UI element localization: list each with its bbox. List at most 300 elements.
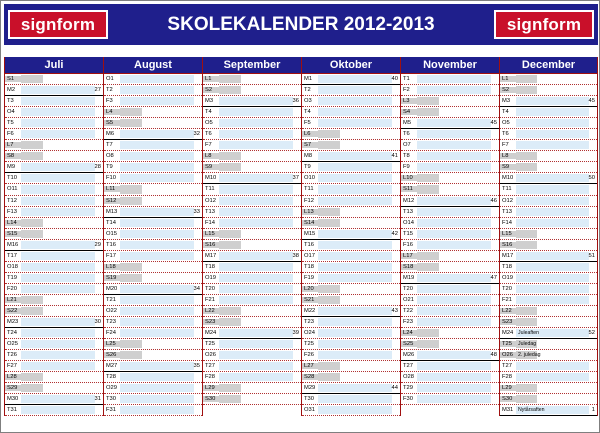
day-row[interactable] (104, 262, 202, 273)
day-fill (516, 86, 537, 94)
day-row[interactable] (5, 184, 103, 195)
day-row[interactable] (401, 295, 499, 306)
day-row[interactable] (500, 207, 597, 218)
day-row[interactable] (302, 74, 400, 85)
day-fill (219, 163, 241, 171)
day-row[interactable] (500, 129, 597, 140)
day-row[interactable] (104, 383, 202, 394)
day-row[interactable] (203, 151, 301, 162)
day-row[interactable] (104, 96, 202, 107)
day-list (203, 74, 301, 405)
day-row[interactable] (5, 240, 103, 251)
day-row[interactable] (500, 184, 597, 195)
day-row[interactable] (302, 173, 400, 184)
day-fill (219, 152, 241, 160)
day-row[interactable] (500, 350, 597, 361)
day-label: F23 (403, 319, 413, 326)
day-row[interactable] (203, 218, 301, 229)
day-label: T4 (502, 109, 509, 116)
day-label: S23 (203, 319, 219, 325)
week-number: 37 (292, 175, 299, 182)
day-row[interactable] (203, 372, 301, 383)
day-fill (120, 329, 194, 337)
day-label: M22 (304, 308, 316, 314)
day-row[interactable] (302, 372, 400, 383)
day-row[interactable] (104, 229, 202, 240)
day-row[interactable] (104, 361, 202, 372)
day-row[interactable] (401, 394, 499, 405)
day-label: M1 (304, 76, 313, 83)
day-row[interactable] (500, 328, 597, 339)
day-fill (21, 307, 43, 315)
day-row[interactable] (203, 273, 301, 284)
day-row[interactable] (401, 218, 499, 229)
day-label: F3 (106, 98, 113, 105)
day-fill (318, 406, 392, 414)
day-fill (318, 285, 340, 293)
day-row[interactable] (104, 184, 202, 195)
day-label: L8 (500, 153, 516, 159)
day-row[interactable] (401, 317, 499, 328)
week-number: 52 (588, 330, 595, 337)
day-row[interactable] (5, 339, 103, 350)
day-row[interactable] (5, 218, 103, 229)
day-fill (417, 263, 439, 271)
day-label: L14 (5, 220, 21, 226)
day-row[interactable] (500, 118, 597, 129)
week-number: 28 (94, 164, 101, 171)
day-row[interactable] (302, 383, 400, 394)
day-fill (21, 362, 95, 370)
day-fill (318, 395, 392, 403)
day-row[interactable] (5, 350, 103, 361)
day-row[interactable] (203, 196, 301, 207)
day-fill (516, 97, 589, 105)
day-row[interactable] (104, 173, 202, 184)
day-row[interactable] (5, 295, 103, 306)
day-row[interactable] (500, 140, 597, 151)
day-fill (120, 318, 194, 326)
holiday-note: Nytårsaften (518, 407, 545, 414)
day-row[interactable] (104, 118, 202, 129)
day-row[interactable] (104, 405, 202, 416)
day-row[interactable] (302, 361, 400, 372)
day-row[interactable] (5, 372, 103, 383)
day-row[interactable] (500, 273, 597, 284)
day-row[interactable] (500, 173, 597, 184)
day-label: L4 (104, 109, 120, 115)
week-number: 29 (94, 241, 101, 248)
day-row[interactable] (401, 328, 499, 339)
day-label: F14 (502, 219, 512, 226)
day-row[interactable] (302, 328, 400, 339)
day-fill (120, 108, 142, 116)
day-label: T14 (106, 219, 116, 226)
day-row[interactable] (104, 240, 202, 251)
day-label: T9 (106, 164, 113, 171)
day-row[interactable] (104, 372, 202, 383)
day-fill (417, 285, 491, 293)
day-fill (21, 163, 95, 171)
day-row[interactable] (401, 118, 499, 129)
day-fill (318, 351, 392, 359)
day-row[interactable] (203, 229, 301, 240)
day-label: T18 (205, 263, 215, 270)
day-row[interactable] (401, 140, 499, 151)
day-row[interactable] (5, 173, 103, 184)
month-heading: December (500, 57, 597, 74)
day-row[interactable] (401, 107, 499, 118)
day-label: T2 (304, 87, 311, 94)
day-row[interactable] (401, 350, 499, 361)
day-label: L18 (104, 264, 120, 270)
day-row[interactable] (302, 151, 400, 162)
day-label: T19 (7, 274, 17, 281)
day-label: S15 (5, 231, 21, 237)
day-row[interactable] (302, 405, 400, 416)
day-label: T7 (106, 142, 113, 149)
day-row[interactable] (5, 284, 103, 295)
day-row[interactable] (302, 284, 400, 295)
day-row[interactable] (5, 129, 103, 140)
day-fill (219, 219, 293, 227)
day-row[interactable] (302, 162, 400, 173)
day-label: T9 (304, 164, 311, 171)
day-row[interactable] (104, 328, 202, 339)
day-row[interactable] (302, 240, 400, 251)
day-label: M27 (106, 363, 118, 370)
day-row[interactable] (401, 196, 499, 207)
day-row[interactable] (302, 85, 400, 96)
day-row[interactable] (302, 118, 400, 129)
day-row[interactable] (104, 129, 202, 140)
day-row[interactable] (5, 96, 103, 107)
day-row[interactable] (500, 240, 597, 251)
day-label: O25 (7, 341, 18, 348)
day-row[interactable] (203, 317, 301, 328)
day-row[interactable] (500, 96, 597, 107)
day-row[interactable] (500, 284, 597, 295)
day-row[interactable] (401, 129, 499, 140)
day-label: L29 (203, 385, 219, 391)
day-fill (21, 208, 95, 216)
day-fill (120, 174, 194, 182)
day-row[interactable] (104, 251, 202, 262)
day-row[interactable] (5, 262, 103, 273)
day-fill (120, 285, 194, 293)
day-row[interactable] (500, 196, 597, 207)
day-row[interactable] (401, 273, 499, 284)
day-row[interactable] (203, 295, 301, 306)
day-label: M12 (403, 197, 415, 204)
day-row[interactable] (302, 129, 400, 140)
day-row[interactable] (104, 74, 202, 85)
day-fill (120, 141, 194, 149)
day-row[interactable] (5, 405, 103, 416)
day-row[interactable] (5, 85, 103, 96)
day-row[interactable] (203, 240, 301, 251)
day-fill (21, 141, 43, 149)
day-row[interactable] (104, 196, 202, 207)
day-label: T10 (7, 175, 17, 182)
day-list (104, 74, 202, 416)
day-row[interactable] (104, 339, 202, 350)
day-label: O19 (502, 274, 513, 281)
day-row[interactable] (500, 229, 597, 240)
day-row[interactable] (302, 184, 400, 195)
day-row[interactable] (5, 361, 103, 372)
day-row[interactable] (401, 184, 499, 195)
day-fill (516, 395, 537, 403)
day-fill (318, 384, 392, 392)
day-row[interactable] (5, 107, 103, 118)
month-column-juli (4, 57, 103, 416)
day-row[interactable] (401, 151, 499, 162)
day-row[interactable] (500, 306, 597, 317)
day-row[interactable] (5, 140, 103, 151)
day-row[interactable] (5, 162, 103, 173)
day-fill (219, 318, 241, 326)
day-row[interactable] (302, 218, 400, 229)
day-row[interactable] (5, 74, 103, 85)
day-row[interactable] (401, 284, 499, 295)
day-row[interactable] (203, 339, 301, 350)
day-row[interactable] (104, 394, 202, 405)
day-row[interactable] (104, 350, 202, 361)
day-row[interactable] (203, 184, 301, 195)
day-label: L22 (500, 308, 516, 314)
day-fill (21, 75, 43, 83)
day-label: F10 (106, 175, 116, 182)
day-row[interactable] (203, 361, 301, 372)
day-row[interactable] (401, 229, 499, 240)
week-number: 47 (490, 274, 497, 281)
day-row[interactable] (500, 383, 597, 394)
day-row[interactable] (203, 96, 301, 107)
day-row[interactable] (500, 162, 597, 173)
day-label: L25 (104, 341, 120, 347)
day-row[interactable] (500, 107, 597, 118)
day-row[interactable] (5, 196, 103, 207)
day-fill (219, 241, 241, 249)
day-row[interactable] (5, 328, 103, 339)
day-fill (120, 97, 194, 105)
day-row[interactable] (500, 394, 597, 405)
day-label: L17 (401, 253, 417, 259)
day-row[interactable] (203, 74, 301, 85)
day-label: M19 (403, 274, 415, 281)
day-row[interactable] (302, 262, 400, 273)
day-fill (516, 141, 589, 149)
day-label: F12 (304, 197, 314, 204)
day-label: F2 (403, 87, 410, 94)
day-row[interactable] (203, 262, 301, 273)
week-number: 30 (94, 319, 101, 326)
day-label: M2 (7, 87, 16, 94)
day-label: F21 (502, 296, 512, 303)
day-label: O15 (106, 230, 117, 237)
day-label: T13 (403, 208, 413, 215)
day-fill (120, 252, 194, 260)
day-row[interactable] (500, 361, 597, 372)
day-row[interactable] (401, 262, 499, 273)
day-row[interactable] (104, 85, 202, 96)
day-row[interactable] (302, 96, 400, 107)
day-row[interactable] (104, 140, 202, 151)
day-label: F30 (403, 396, 413, 403)
day-row[interactable] (104, 306, 202, 317)
day-fill (417, 252, 439, 260)
day-label: F16 (403, 241, 413, 248)
day-row[interactable] (203, 383, 301, 394)
day-row[interactable] (401, 306, 499, 317)
day-row[interactable] (302, 339, 400, 350)
day-row[interactable] (302, 196, 400, 207)
day-row[interactable] (203, 162, 301, 173)
day-label: L7 (5, 142, 21, 148)
day-row[interactable] (500, 151, 597, 162)
week-number: 41 (391, 153, 398, 160)
day-row[interactable] (302, 273, 400, 284)
day-row[interactable] (104, 284, 202, 295)
day-row[interactable] (203, 350, 301, 361)
day-fill (21, 285, 95, 293)
day-row[interactable] (302, 394, 400, 405)
day-row[interactable] (302, 140, 400, 151)
day-label: T27 (502, 363, 512, 370)
day-row[interactable] (5, 306, 103, 317)
day-row[interactable] (104, 162, 202, 173)
day-row[interactable] (500, 251, 597, 262)
day-label: O5 (205, 120, 213, 127)
day-row[interactable] (500, 218, 597, 229)
day-row[interactable] (5, 383, 103, 394)
day-row[interactable] (401, 85, 499, 96)
day-row[interactable] (5, 151, 103, 162)
day-label: S12 (104, 198, 120, 204)
day-label: O17 (304, 252, 315, 259)
day-row[interactable] (203, 173, 301, 184)
day-row[interactable] (203, 284, 301, 295)
day-row[interactable] (500, 262, 597, 273)
day-row[interactable] (500, 295, 597, 306)
day-row[interactable] (302, 350, 400, 361)
day-row[interactable] (5, 229, 103, 240)
day-row[interactable] (500, 339, 597, 350)
day-label: T20 (205, 285, 215, 292)
day-row[interactable] (203, 328, 301, 339)
day-row[interactable] (104, 273, 202, 284)
day-label: F6 (7, 131, 14, 138)
day-fill (318, 130, 340, 138)
day-row[interactable] (401, 339, 499, 350)
day-label: F14 (205, 219, 215, 226)
day-row[interactable] (401, 383, 499, 394)
day-label: O5 (502, 120, 510, 127)
day-row[interactable] (401, 74, 499, 85)
day-label: T25 (304, 341, 314, 348)
day-row[interactable] (401, 173, 499, 184)
day-row[interactable] (401, 251, 499, 262)
day-row[interactable] (500, 372, 597, 383)
day-label: T30 (304, 396, 314, 403)
day-label: M15 (304, 230, 316, 237)
day-row[interactable] (401, 162, 499, 173)
day-row[interactable] (5, 394, 103, 405)
day-row[interactable] (5, 317, 103, 328)
day-row[interactable] (302, 317, 400, 328)
day-row[interactable] (5, 207, 103, 218)
day-row[interactable] (203, 129, 301, 140)
day-row[interactable] (203, 107, 301, 118)
day-label: T23 (106, 319, 116, 326)
day-row[interactable] (302, 251, 400, 262)
day-fill (417, 362, 491, 370)
day-label: F28 (205, 374, 215, 381)
day-row[interactable] (401, 207, 499, 218)
day-row[interactable] (104, 207, 202, 218)
day-row[interactable] (302, 295, 400, 306)
day-row[interactable] (500, 85, 597, 96)
day-fill (516, 285, 589, 293)
day-row[interactable] (500, 317, 597, 328)
holiday-note: Juledag (518, 341, 537, 348)
day-row[interactable] (401, 361, 499, 372)
day-label: L21 (5, 297, 21, 303)
week-number: 50 (588, 175, 595, 182)
day-row[interactable] (104, 151, 202, 162)
day-label: T29 (403, 385, 413, 392)
day-fill (219, 208, 293, 216)
day-row[interactable] (104, 107, 202, 118)
day-row[interactable] (5, 118, 103, 129)
day-fill (516, 174, 589, 182)
day-row[interactable] (500, 74, 597, 85)
day-row[interactable] (203, 251, 301, 262)
day-label: T26 (7, 352, 17, 359)
day-row[interactable] (203, 394, 301, 405)
day-row[interactable] (203, 207, 301, 218)
day-row[interactable] (500, 405, 597, 416)
day-fill (417, 152, 491, 160)
day-row[interactable] (302, 306, 400, 317)
day-row[interactable] (104, 317, 202, 328)
day-row[interactable] (5, 273, 103, 284)
day-row[interactable] (203, 85, 301, 96)
holiday-note: Juleaften (518, 330, 540, 337)
day-row[interactable] (401, 96, 499, 107)
day-row[interactable] (203, 306, 301, 317)
day-row[interactable] (401, 372, 499, 383)
day-row[interactable] (203, 140, 301, 151)
day-label: T2 (106, 87, 113, 94)
day-row[interactable] (401, 240, 499, 251)
day-label: M9 (7, 164, 16, 171)
day-row[interactable] (104, 218, 202, 229)
day-label: F17 (106, 252, 116, 259)
day-label: M24 (205, 330, 217, 337)
logo-left: signform (8, 10, 108, 39)
day-row[interactable] (302, 207, 400, 218)
day-row[interactable] (302, 107, 400, 118)
day-label: M3 (502, 98, 511, 105)
day-row[interactable] (203, 118, 301, 129)
day-row[interactable] (302, 229, 400, 240)
day-row[interactable] (5, 251, 103, 262)
day-fill (21, 152, 43, 160)
day-row[interactable] (104, 295, 202, 306)
day-fill (516, 241, 537, 249)
